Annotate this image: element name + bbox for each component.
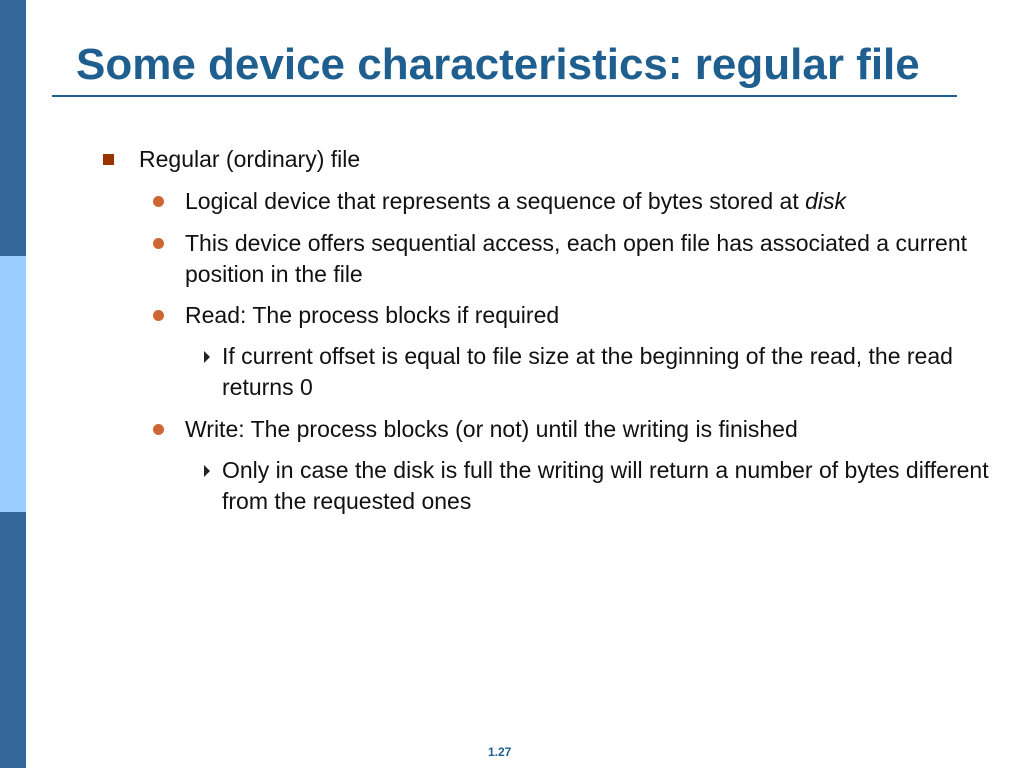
circle-bullet-icon: [153, 310, 164, 321]
triangle-bullet-icon: [204, 351, 210, 363]
bullet-write: [185, 414, 985, 445]
sidebar-segment-top: [0, 0, 26, 256]
left-sidebar-bar: [0, 0, 26, 768]
title-underline: [52, 95, 957, 97]
bullet-disk-full: [222, 455, 992, 517]
bullet-text: Write: The process blocks (or not) until the writing is finished: [185, 416, 798, 442]
bullet-read: [185, 300, 985, 331]
page-number: 1.27: [488, 745, 512, 759]
bullet-sequential-access: [185, 228, 985, 290]
bullet-regular-file: [139, 144, 979, 175]
square-bullet-icon: [103, 154, 114, 165]
bullet-logical-device: [185, 186, 985, 217]
bullet-text: If current offset is equal to file size at the beginning of the read, the read returns 0: [222, 343, 953, 400]
bullet-read-returns-zero: [222, 341, 992, 403]
triangle-bullet-icon: [204, 465, 210, 477]
sidebar-segment-bottom: [0, 512, 26, 768]
bullet-emphasis: disk: [805, 188, 847, 214]
circle-bullet-icon: [153, 196, 164, 207]
sidebar-segment-middle: [0, 256, 26, 512]
circle-bullet-icon: [153, 424, 164, 435]
bullet-text: Logical device that represents a sequence of bytes stored at: [185, 188, 806, 214]
bullet-text: Regular (ordinary) file: [139, 146, 361, 172]
circle-bullet-icon: [153, 238, 164, 249]
slide-title: Some device characteristics: regular file: [76, 40, 920, 89]
bullet-text: Read: The process blocks if required: [185, 302, 560, 328]
bullet-text: Only in case the disk is full the writing will return a number of bytes different from the requested ones: [222, 457, 989, 514]
bullet-text: This device offers sequential access, each open file has associated a current position in the file: [185, 230, 968, 287]
